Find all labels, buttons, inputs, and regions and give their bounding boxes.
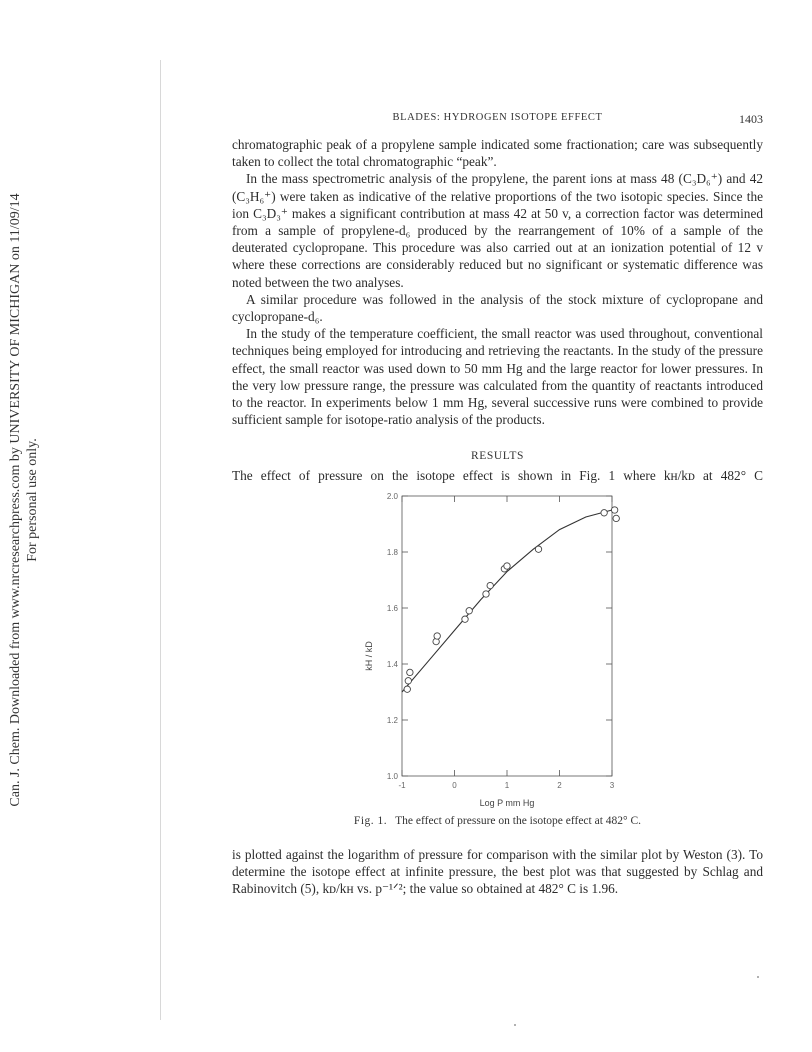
- y-tick-label: 1.6: [386, 604, 398, 613]
- paragraph-3: A similar procedure was followed in the analysis of the stock mixture of cyclopropane and cyclopropane-d₆.: [232, 291, 763, 325]
- data-point: [405, 678, 411, 684]
- axis-ticks: [402, 496, 612, 776]
- watermark-line-2: For personal use only.: [25, 438, 40, 562]
- caption-text: The effect of pressure on the isotope effect at 482° C.: [395, 815, 642, 827]
- body-text-bottom: [232, 846, 763, 898]
- x-tick-label: 0: [452, 781, 457, 790]
- data-point: [487, 582, 493, 588]
- data-point: [601, 510, 607, 516]
- watermark-line-1: Can. J. Chem. Downloaded from www.nrcresearchpress.com by UNIVERSITY OF MICHIGAN on 11/09/14: [8, 193, 23, 807]
- left-margin-rule: [160, 60, 161, 1020]
- x-tick-label: -1: [398, 781, 406, 790]
- figure-1: [340, 486, 640, 816]
- data-points-layer: [404, 507, 619, 693]
- y-tick-label: 1.8: [386, 548, 398, 557]
- data-point: [466, 608, 472, 614]
- scan-speck: [514, 1024, 516, 1026]
- data-point: [504, 563, 510, 569]
- data-point: [434, 633, 440, 639]
- y-axis-label: kH / kD: [364, 641, 374, 671]
- data-point: [613, 515, 619, 521]
- y-tick-label: 1.0: [386, 772, 398, 781]
- x-axis-label: Log P mm Hg: [479, 798, 535, 808]
- page-number: 1403: [739, 112, 763, 126]
- y-tick-label: 1.4: [386, 660, 398, 669]
- data-point: [611, 507, 617, 513]
- pressure-isotope-chart: [340, 486, 640, 816]
- data-point: [462, 616, 468, 622]
- plot-frame: [402, 496, 612, 776]
- x-tick-label: 3: [609, 781, 615, 790]
- plot-border: [402, 496, 612, 776]
- paragraph-5: is plotted against the logarithm of pressure for comparison with the similar plot by Weston (3). To determine the isotope effect at infinite pressure, the best plot was that suggested by Schlag and Rabinovitch (5), kᴅ/kʜ vs. p⁻¹ᐟ²; the value so obtained at 482° C is 1.96.: [232, 847, 763, 897]
- data-point: [483, 591, 489, 597]
- running-title: BLADES: HYDROGEN ISOTOPE EFFECT: [392, 112, 603, 123]
- x-tick-label: 1: [504, 781, 510, 790]
- body-text-top: [232, 136, 763, 428]
- results-heading: RESULTS: [471, 450, 524, 462]
- y-tick-label: 1.2: [386, 716, 398, 725]
- fit-curve-layer: [402, 509, 617, 692]
- data-point: [404, 686, 410, 692]
- paragraph-2: In the mass spectrometric analysis of the propylene, the parent ions at mass 48 (C₃D₆⁺) and 42 (C₃H₆⁺) were taken as indicative of the relative proportions of the two isotopic species. Since the ion C₃D₃⁺ makes a significant contribution at mass 42 at 50 v, a correction factor was determined from a sample of propylene-d₆ produced by the rearrangement of 10% of a sample of the deuterated cyclopropane. This procedure was also carried out at an ionization potential of 12 v where these corrections are considerably reduced but no significant or systematic difference was noted between the two analyses.: [232, 171, 763, 290]
- y-tick-label: 2.0: [386, 492, 398, 501]
- data-point: [535, 546, 541, 552]
- fit-curve: [402, 509, 617, 692]
- data-point: [407, 669, 413, 675]
- results-first-line: The effect of pressure on the isotope effect is shown in Fig. 1 where kʜ/kᴅ at 482° C: [232, 468, 763, 483]
- figure-caption: [232, 815, 763, 827]
- running-header: [232, 112, 763, 128]
- figure-number: Fig. 1.: [353, 815, 388, 827]
- x-tick-label: 2: [557, 781, 562, 790]
- paragraph-4: In the study of the temperature coefficient, the small reactor was used throughout, conventional techniques being employed for introducing and retrieving the reactants. In the study of the pressure effect, the small reactor was used down to 50 mm Hg and the large reactor for lower pressures. In the very low pressure range, the pressure was calculated from the quantity of reactants introduced to the reactor. In experiments below 1 mm Hg, several successive runs were combined to provide sufficient sample for isotope-ratio analysis of the products.: [232, 326, 763, 428]
- paragraph-1: chromatographic peak of a propylene sample indicated some fractionation; care was subsequently taken to collect the total chromatographic “peak”.: [232, 137, 763, 170]
- scan-speck: [757, 976, 759, 978]
